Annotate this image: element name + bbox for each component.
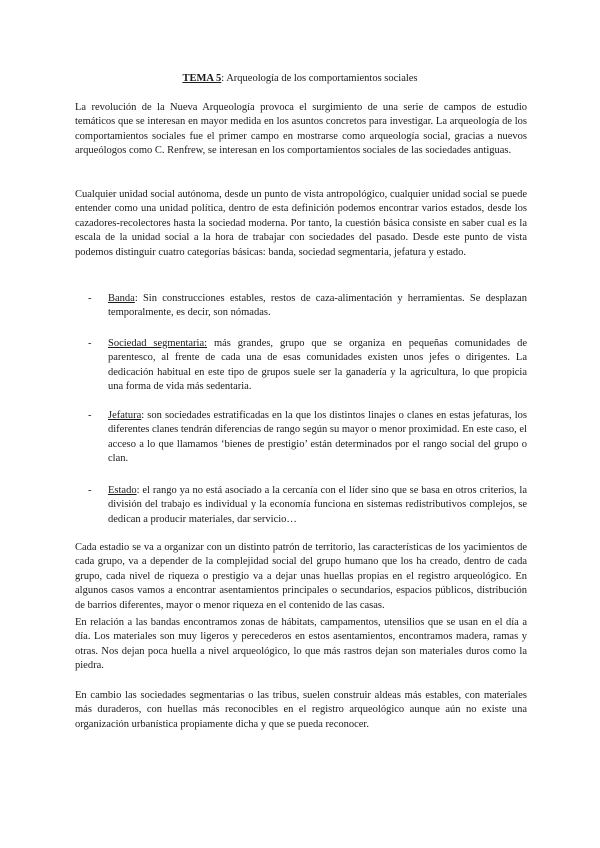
list-item-description: : son sociedades estratificadas en la que los distintos linajes o clanes en estas jefaturas, los diferentes clanes tendrán diferencias de rango según su mayor o menor proximidad. En este caso, el acceso a lo que llamamos ‘bienes de prestigio’ están determinados por el rango social del grupo o clan. bbox=[108, 410, 527, 465]
page-title bbox=[0, 72, 600, 86]
paragraph-intro: La revolución de la Nueva Arqueología provoca el surgimiento de una serie de campos de estudio temáticos que se interesan en mayor medida en los asuntos concretos para investigar. La arqueología de los comportamientos sociales fue el primer campo en mostrarse como arqueología social, gracias a nuevos arqueólogos como C. Renfrew, se interesan en los comportamientos sociales de las sociedades antiguas. bbox=[75, 102, 527, 157]
title-topic-number: TEMA 5 bbox=[182, 73, 222, 84]
paragraph-territory: Cada estadio se va a organizar con un distinto patrón de territorio, las características de los yacimientos de cada grupo, va a depender de la complejidad social del grupo humano que los ha creado, dentro de cada grupo, cada nivel de riqueza o prestigio va a dejar unas huellas propias en el registro arqueológico. En algunos casos vamos a encontrar asentamientos principales o secundarios, espacios públicos, distribución de barrios diferentes, mayor o menor riqueza en el contenido de las casas. bbox=[75, 542, 527, 611]
paragraph-tribes: En cambio las sociedades segmentarias o las tribus, suelen construir aldeas más estables, con materiales más duraderos, con huellas más reconocibles en el registro arqueológico aunque aún no existe una organización urbanística propiamente dicha y que se pueda reconocer. bbox=[75, 690, 527, 730]
list-item-term: Jefatura bbox=[108, 410, 142, 421]
list-item-text bbox=[108, 484, 527, 527]
list-bullet: - bbox=[88, 338, 92, 349]
list-item-term: Sociedad segmentaria: bbox=[108, 338, 208, 349]
list-item-term: Banda bbox=[108, 293, 135, 304]
list-item-description: : el rango ya no está asociado a la cercanía con el líder sino que se basa en otros criterios, la división del trabajo es individual y la economía funciona en sistemas redistributivos complejos, se dedican a producir materiales, dar servicio… bbox=[108, 485, 527, 525]
list-item-description: más grandes, grupo que se organiza en pequeñas comunidades de parentesco, al frente de cada una de esas comunidades existen unos jefes o dirigentes. La dedicación habitual en este tipo de grupos suele ser la ganadería y la agricultura, lo que propicia una forma de vida más sedentaria. bbox=[108, 338, 527, 393]
list-item-description: : Sin construcciones estables, restos de caza-alimentación y herramientas. Se desplazan temporalmente, es decir, son nómadas. bbox=[108, 293, 527, 319]
list-item-text bbox=[108, 292, 527, 321]
list-bullet: - bbox=[88, 410, 92, 421]
title-topic-name: : Arqueología de los comportamientos sociales bbox=[221, 73, 418, 84]
list-bullet: - bbox=[88, 293, 92, 304]
list-item-text bbox=[108, 409, 527, 467]
list-item-term: Estado bbox=[108, 485, 137, 496]
paragraph-bands: En relación a las bandas encontramos zonas de hábitats, campamentos, utensilios que se usan en el día a día. Los materiales son muy ligeros y perecederos en estos asentamientos, encontramos madera, ramas y otras. Nos dejan poca huella a nivel arqueológico, lo que más rastros dejan son materiales duros como la piedra. bbox=[75, 617, 527, 672]
list-item-text bbox=[108, 337, 527, 395]
paragraph-social-units: Cualquier unidad social autónoma, desde un punto de vista antropológico, cualquier unidad social se puede entender como una unidad política, dentro de esta definición podemos encontrar varios estados, desde los cazadores-recolectores hasta la sociedad moderna. Por tanto, la cuestión básica consiste en saber cual es la escala de la unidad social a la hora de trabajar con sociedades del pasado. Desde este punto de vista podemos distinguir cuatro categorías básicas: banda, sociedad segmentaria, jefatura y estado. bbox=[75, 189, 527, 258]
list-bullet: - bbox=[88, 485, 92, 496]
